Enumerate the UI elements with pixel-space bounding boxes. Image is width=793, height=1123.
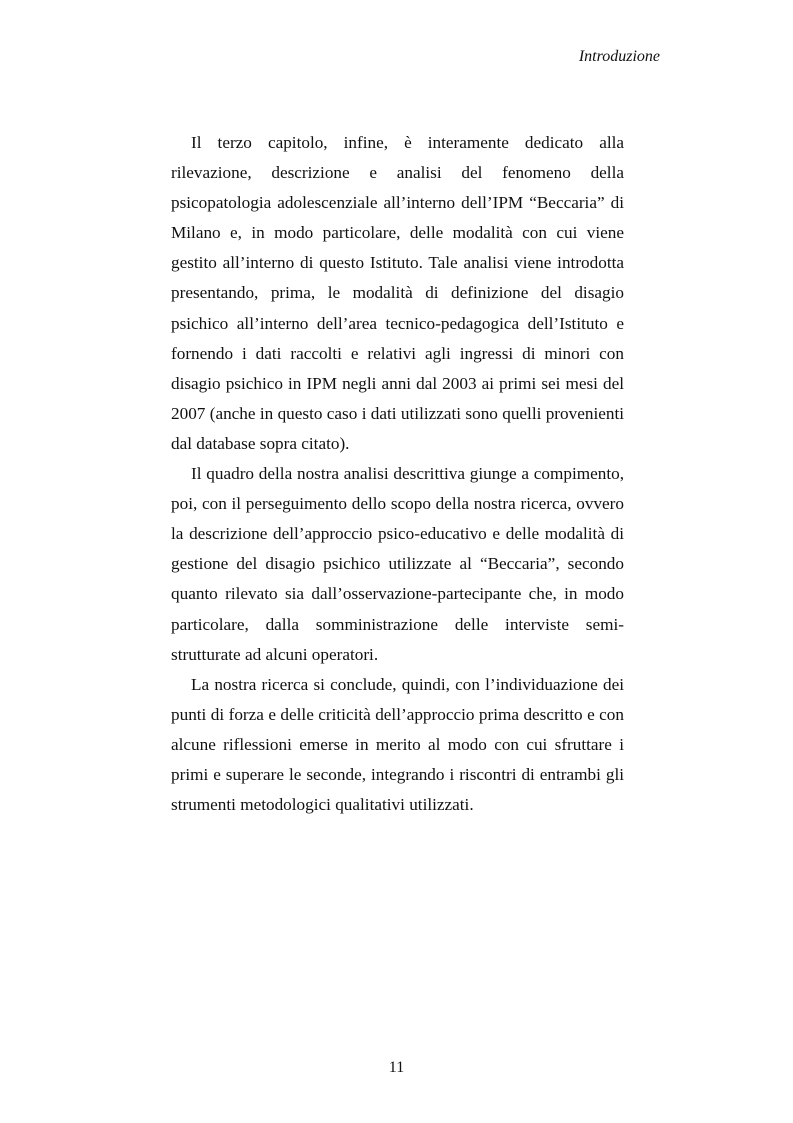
running-header: Introduzione [578, 48, 660, 65]
paragraph: Il terzo capitolo, infine, è interamente dedicato alla rilevazione, descrizione e analisi del fenomeno della psicopatologia adolescenziale all’interno dell’IPM “Beccaria” di Milano e, in modo particolare, delle modalità con cui viene gestito all’interno di questo Istituto. Tale analisi viene introdotta presentando, prima, le modalità di definizione del disagio psichico all’interno dell’area tecnico-pedagogica dell’Istituto e fornendo i dati raccolti e relativi agli ingressi di minori con disagio psichico in IPM negli anni dal 2003 ai primi sei mesi del 2007 (anche in questo caso i dati utilizzati sono quelli provenienti dal database sopra citato). [171, 133, 624, 453]
paragraph: Il quadro della nostra analisi descrittiva giunge a compimento, poi, con il perseguimento dello scopo della nostra ricerca, ovvero la descrizione dell’approccio psico-educativo e delle modalità di gestione del disagio psichico utilizzate al “Beccaria”, secondo quanto rilevato sia dall’osservazione-partecipante che, in modo particolare, dalla somministrazione delle interviste semi-strutturate ad alcuni operatori. [171, 464, 624, 664]
page-number: 11 [388, 1059, 405, 1076]
body-text [171, 128, 624, 820]
paragraph: La nostra ricerca si conclude, quindi, con l’individuazione dei punti di forza e delle criticità dell’approccio prima descritto e con alcune riflessioni emerse in merito al modo con cui sfruttare i primi e superare le seconde, integrando i riscontri di entrambi gli strumenti metodologici qualitativi utilizzati. [171, 674, 624, 815]
